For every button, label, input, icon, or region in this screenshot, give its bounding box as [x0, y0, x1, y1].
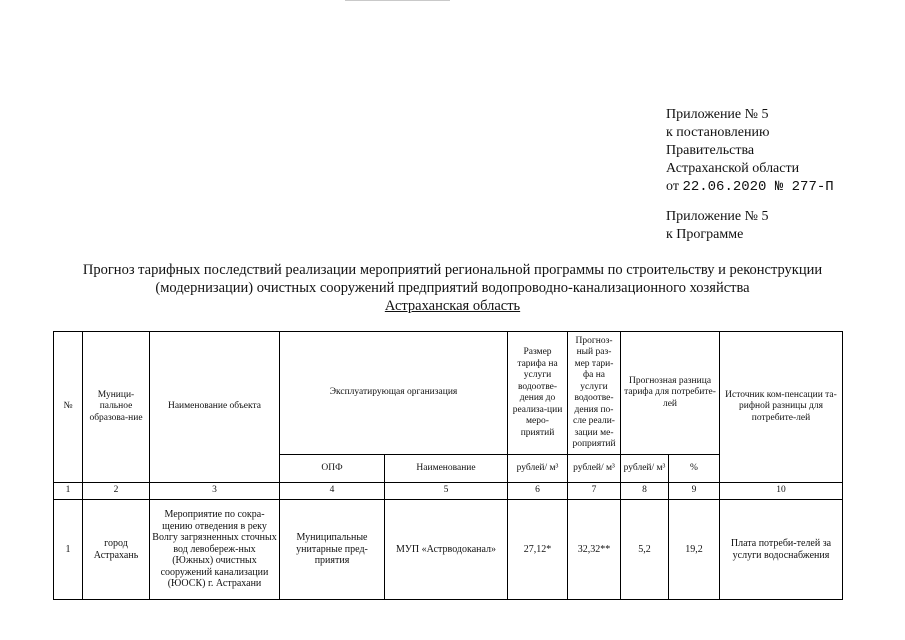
cell-diff-percent: 19,2: [669, 500, 720, 600]
decree-date-number: 22.06.2020 № 277-П: [682, 179, 834, 195]
header-difference: Прогнозная разница тарифа для потребите-лей: [621, 332, 720, 455]
table-row: [54, 500, 843, 600]
date-prefix: от: [666, 179, 683, 194]
appendix-government-decree: [666, 106, 834, 196]
appendix-line: Астраханской области: [666, 161, 800, 176]
appendix-date-line: [666, 178, 834, 196]
cell-operator-name: МУП «Астрводоканал»: [385, 500, 508, 600]
header-source: Источник ком-пенсации та-рифной разницы для потребите-лей: [720, 332, 843, 483]
column-number: 3: [150, 483, 280, 500]
title-region: Астраханская область: [384, 298, 521, 314]
cell-tariff-before: 27,12*: [508, 500, 568, 600]
appendix-program: [666, 208, 769, 244]
title-line-2: (модернизации) очистных сооружений предприятий водопроводно-канализационного хозяйства: [155, 280, 750, 296]
header-num: №: [54, 332, 83, 483]
column-number: 4: [280, 483, 385, 500]
appendix-line: к Программе: [666, 227, 744, 242]
cell-tariff-after: 32,32**: [568, 500, 621, 600]
column-number: 5: [385, 483, 508, 500]
column-number: 6: [508, 483, 568, 500]
appendix-line: к постановлению: [666, 125, 770, 140]
header-operator: Эксплуатирующая организация: [280, 332, 508, 455]
header-opf: ОПФ: [280, 455, 385, 483]
cell-source: Плата потреби-телей за услуги водоснабжения: [720, 500, 843, 600]
cell-opf: Муниципальные унитарные пред-приятия: [280, 500, 385, 600]
header-name: Наименование: [385, 455, 508, 483]
column-number-row: [54, 483, 843, 500]
column-number: 10: [720, 483, 843, 500]
header-tariff-before: Размер тарифа на услуги водоотве-дения до реализа-ции меро-приятий: [508, 332, 568, 455]
column-number: 7: [568, 483, 621, 500]
appendix-line: Приложение № 5: [666, 209, 769, 224]
cell-object: Мероприятие по сокра-щению отведения в реку Волгу загрязненных сточных вод левобереж-ных (Южных) очистных сооружений канализации (ЮОСК) г. Астрахани: [150, 500, 280, 600]
header-row: [54, 332, 843, 455]
cell-num: 1: [54, 500, 83, 600]
header-unit-diff: рублей/ м³: [621, 455, 669, 483]
column-number: 2: [83, 483, 150, 500]
header-tariff-after: Прогноз-ный раз-мер тари-фа на услуги водоотве-дения по-сле реали-зации ме-роприятий: [568, 332, 621, 455]
column-number: 1: [54, 483, 83, 500]
title-line-1: Прогноз тарифных последствий реализации мероприятий региональной программы по строительству и реконструкции: [82, 262, 823, 278]
header-object: Наименование объекта: [150, 332, 280, 483]
column-number: 8: [621, 483, 669, 500]
header-unit-after: рублей/ м³: [568, 455, 621, 483]
header-unit-before: рублей/ м³: [508, 455, 568, 483]
document-title: [0, 261, 905, 315]
appendix-line: Правительства: [666, 143, 755, 158]
cell-diff-rub: 5,2: [621, 500, 669, 600]
column-number: 9: [669, 483, 720, 500]
header-unit-percent: %: [669, 455, 720, 483]
appendix-line: Приложение № 5: [666, 107, 769, 122]
tariff-forecast-table: [53, 331, 843, 600]
scan-artifact-line: [345, 0, 450, 1]
header-municipality: Муници-пальное образова-ние: [83, 332, 150, 483]
cell-municipality: город Астрахань: [83, 500, 150, 600]
